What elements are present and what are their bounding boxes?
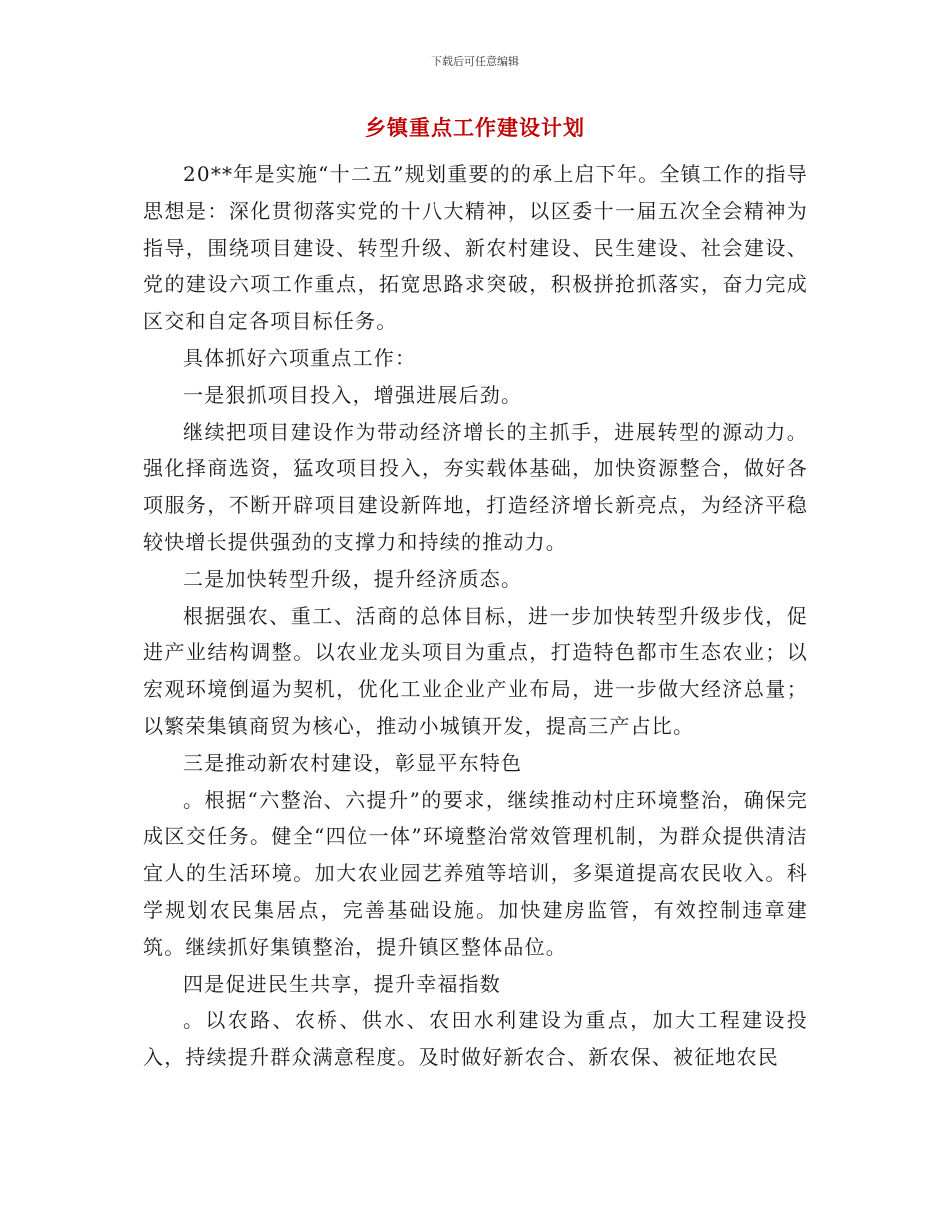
paragraph-section-4: 。以农路、农桥、供水、农田水利建设为重点，加大工程建设投入，持续提升群众满意程度。及时做好新农合、新农保、被征地农民	[143, 1008, 808, 1070]
document-title: 乡镇重点工作建设计划	[365, 115, 585, 140]
section-heading-3: 三是推动新农村建设，彰显平东特色	[183, 750, 523, 775]
paragraph-section-2: 根据强农、重工、活商的总体目标，进一步加快转型升级步伐，促进产业结构调整。以农业龙头项目为重点，打造特色都市生态农业；以宏观环境倒逼为契机，优化工业企业产业布局，进一步做大经济总量；以繁荣集镇商贸为核心，推动小城镇开发，提高三产占比。	[143, 603, 808, 738]
section-heading-1: 一是狠抓项目投入，增强进展后劲。	[183, 382, 523, 407]
paragraph-overview: 具体抓好六项重点工作：	[183, 345, 417, 370]
section-heading-2: 二是加快转型升级，提升经济质态。	[183, 566, 523, 591]
section-heading-4: 四是促进民生共享，提升幸福指数	[183, 971, 501, 996]
paragraph-section-3: 。根据“六整治、六提升”的要求，继续推动村庄环境整治，确保完成区交任务。健全“四位一体”环境整治常效管理机制，为群众提供清洁宜人的生活环境。加大农业园艺养殖等培训，多渠道提高农民收入。科学规划农民集居点，完善基础设施。加快建房监管，有效控制违章建筑。继续抓好集镇整治，提升镇区整体品位。	[143, 787, 808, 959]
header-note: 下载后可任意编辑	[431, 55, 519, 68]
paragraph-intro: 20**年是实施“十二五”规划重要的的承上启下年。全镇工作的指导思想是：深化贯彻落实党的十八大精神，以区委十一届五次全会精神为指导，围绕项目建设、转型升级、新农村建设、民生建设、社会建设、党的建设六项工作重点，拓宽思路求突破，积极拼抢抓落实，奋力完成区交和自定各项目标任务。	[143, 162, 808, 334]
paragraph-section-1: 继续把项目建设作为带动经济增长的主抓手，进展转型的源动力。强化择商选资，猛攻项目投入，夯实载体基础，加快资源整合，做好各项服务，不断开辟项目建设新阵地，打造经济增长新亮点，为经济平稳较快增长提供强劲的支撑力和持续的推动力。	[143, 419, 808, 554]
document-body	[143, 156, 808, 1076]
